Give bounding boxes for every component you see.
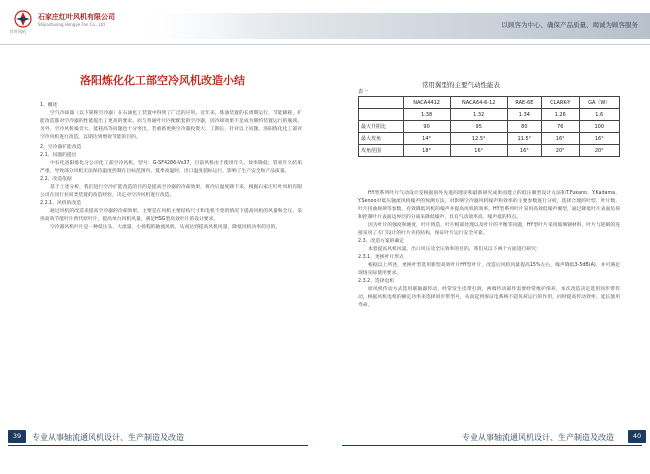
paragraph: 2.2、改造依据 xyxy=(40,177,72,182)
table-header-cell: CLARK-Y xyxy=(541,97,579,109)
paragraph: 因为叶片的强度和刚度，叶片铸造，叶片根部处理以及叶片的平衡等问题，HY型叶片采用玻璃钢材料，叶片与轮毂的连接采用了专门设计的叶片夹持结构，保证叶片运行安全可靠。 xyxy=(358,223,620,236)
paragraph: 根据以上所述，更换叶型选用新型高效叶片HY型叶片，改造后风机风量提高15%左右，噪声降低3-5dB(A)，并可满足现场实际使用要求。 xyxy=(358,263,620,276)
table-label: 表一 xyxy=(358,89,369,95)
table-cell: 最大攻角 xyxy=(359,133,404,145)
article-title: 洛阳炼化化工部空冷风机改造小结 xyxy=(80,74,245,87)
table-header-cell: RAE-6E xyxy=(507,97,541,109)
table-row xyxy=(359,109,620,121)
table-cell: 攻角范围 xyxy=(359,145,404,157)
table-header-cell: NACA64-6-12 xyxy=(450,97,507,109)
company-name: 石家庄红叶风机有限公司 xyxy=(38,13,115,21)
company-name-en: Shijiazhuang Hongye Fan Co., Ltd xyxy=(38,22,105,27)
table-cell: 18° xyxy=(403,145,450,157)
table-cell: 16° xyxy=(541,133,579,145)
table-cell: 95 xyxy=(450,121,507,133)
table-header-cell: NACA4412 xyxy=(403,97,450,109)
table-cell: 1.6 xyxy=(579,109,619,121)
table-cell: 1.32 xyxy=(450,109,507,121)
company-logo-icon xyxy=(14,10,32,28)
page-number-left: 39 xyxy=(8,430,26,443)
table-row xyxy=(359,133,620,145)
page-number-right: 40 xyxy=(628,430,646,443)
table-cell: 11.5° xyxy=(507,133,541,145)
table-cell xyxy=(359,109,404,121)
table-cell: 16° xyxy=(450,145,507,157)
header-slogan: 以顾客为中心、确保产品质量、竭诚为顾客服务 xyxy=(501,21,638,29)
table-cell: 100 xyxy=(579,121,619,133)
paragraph: 通过风机的改造来提高空冷器的冷却效果。主要是在风机主要结构尺寸和电机不变的情况下提高风机的风量和全压，采用高效节能叶片替代原叶片，提高单台风机风量，满足HSG型高效叶片的设计要求。 xyxy=(40,209,302,222)
paragraph: 原风机传动方式选用联轴器传动，经常发生皮带打滑，两端传动部件需要经常维护保养，本次改造决定选用同步带传动，根据风机电机的额定功率来选择同步带型号，从而起到保证电系统不超负荷运行的作用，同时提高传动效率，延长使用寿命。 xyxy=(358,287,620,308)
paragraph: 2.3、改造方案的确定 xyxy=(358,239,405,244)
left-body-text xyxy=(40,100,302,232)
paragraph: 空冷器风机叶片是一种低压头、大流量、小扬程的轴流风机，从而达到提高风机风量，降低风机功率的目的。 xyxy=(50,225,281,230)
table-cell: 20° xyxy=(579,145,619,157)
paragraph: 基于上述分析，我们进行空冷扩能改造的目的是提高空冷器的冷却效果，将冷后温度降下来，根据石家庄红叶风机有限公司在同行业同类装置的改造经验，决定对空冷风机进行改造。 xyxy=(40,185,302,198)
table-cell: 80 xyxy=(507,121,541,133)
paragraph: 空气冷却器（以下简称空冷器）在石油化工装置中得到了广泛的应用。近年来，炼油装置的长周期运行，节能降耗，扩能改造都对空冷器的性能提出了更高的要求。而与普通叶片匹配配套的空冷器，因冷却效果不足成为制约装置运行的瓶颈。另外，空冷风机噪音大、能耗高等问题也十分突出，若重新更换空冷器投资大、工期长，针对以上问题，洛阳炼化化工部对空冷风机进行改造，以期达到增效节能的目的。 xyxy=(40,111,302,140)
table-header-cell xyxy=(359,97,404,109)
table-cell: 16° xyxy=(579,133,619,145)
table-header-cell: GA（W） xyxy=(579,97,619,109)
table-row xyxy=(359,121,620,133)
paragraph: 本着提高风机风量，出口风压及全压效率的目的，我们从以下两个方面进行研究： xyxy=(368,247,541,252)
paragraph: 2.2.1、风机的改造 xyxy=(40,201,81,206)
footer-text-left: 专业从事轴流通风机设计、生产制造及改造 xyxy=(32,433,184,442)
header-divider xyxy=(0,44,650,45)
paragraph: HY型系列叶片气动设计是根据国外先进的理论和最新研究成果而建立的低压翼型设计方法和T.Fukano、Y.Kadama、Y.Senoo对低压轴流风机噪声的预测方法，对影响空冷器风机噪声和效率的主要参数进行分析，选择合理的叶型、叶片数、叶片扭曲规律等参数，有效降低风机的噪声并提高风机的效率。HY型系列叶片采用高效低噪声翼型，通过降低叶片表面负荷和控制叶片表面边界层的分离来降低噪声，具有气动效率高、噪声低的特点。 xyxy=(358,191,620,220)
table-cell: 1.26 xyxy=(541,109,579,121)
table-header-row xyxy=(359,97,620,109)
table-title: 常用翼型的主要气动性能表 xyxy=(422,81,500,89)
paragraph: 2.3.1、更换叶片形式 xyxy=(358,255,404,260)
logo-caption: 红叶风机 xyxy=(10,29,26,34)
table-cell: 12.5° xyxy=(450,133,507,145)
footer-rule-left xyxy=(8,445,308,446)
paragraph: 中石化洛阳炼化分公司化工部空冷风机，型号：G-SF4286-Vs37，目前风机由于使用年久，效率降低；管束年久结垢严重，导致部分风机无法保持温度控制在目标范围内。夏季高温时，出口温度超标运行，影响了生产安全和产品质量。 xyxy=(40,161,302,174)
table-cell: 16° xyxy=(507,145,541,157)
table-cell: 76 xyxy=(541,121,579,133)
table-row xyxy=(359,145,620,157)
table-cell: 90 xyxy=(403,121,450,133)
paragraph: 2.1、问题的提出 xyxy=(40,153,77,158)
table-cell: 1.38 xyxy=(403,109,450,121)
footer-text-right: 专业从事轴流通风机设计、生产制造及改造 xyxy=(462,433,614,442)
table-cell: 20° xyxy=(541,145,579,157)
table-cell: 1.34 xyxy=(507,109,541,121)
paragraph: 2、空冷器扩能改造 xyxy=(40,145,82,150)
footer-rule-right xyxy=(342,445,642,446)
right-body-text xyxy=(358,190,620,310)
paragraph: 1、概述 xyxy=(40,103,58,108)
page-header xyxy=(0,0,650,44)
table-cell: 最大升阻比 xyxy=(359,121,404,133)
paragraph: 2.3.2、选择电机 xyxy=(358,279,395,284)
airfoil-performance-table xyxy=(358,96,620,157)
table-cell: 14° xyxy=(403,133,450,145)
